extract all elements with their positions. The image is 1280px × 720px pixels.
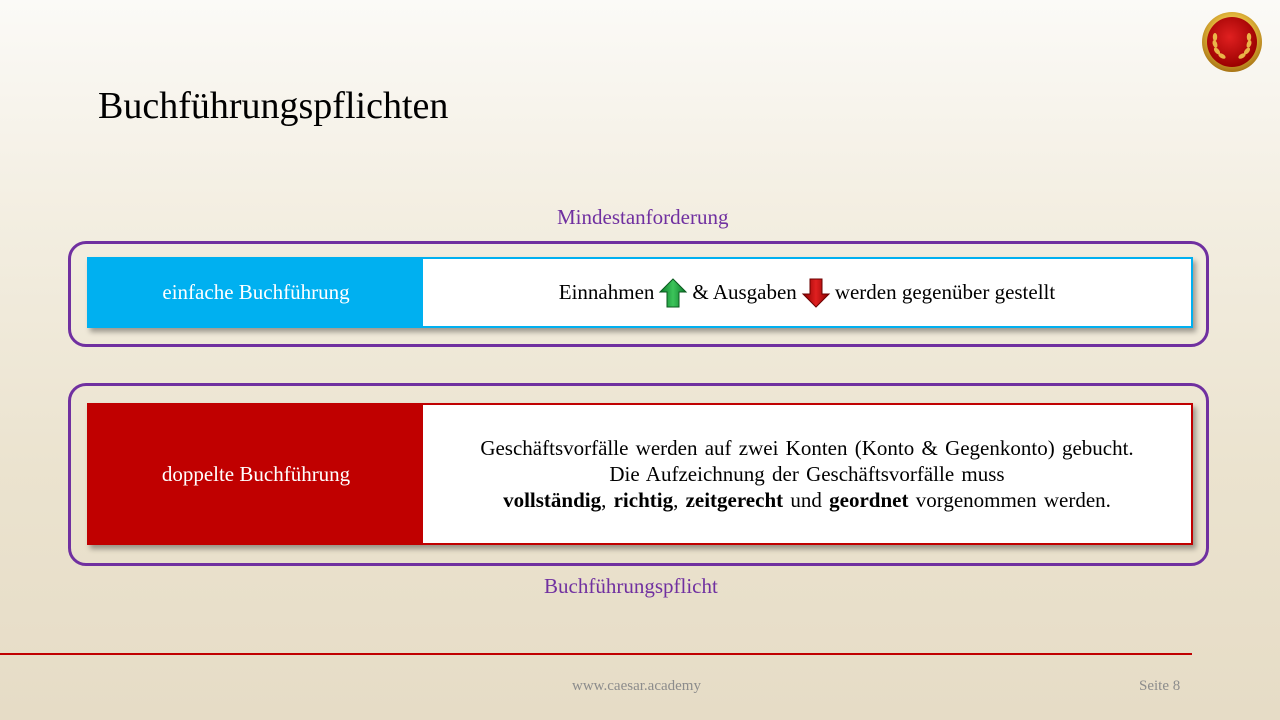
- content-simple-bookkeeping: [423, 259, 1191, 326]
- text-income: Einnahmen: [558, 280, 655, 304]
- arrow-down-icon: [801, 278, 831, 308]
- footer-page-number: Seite 8: [1139, 678, 1181, 694]
- text-expenses: & Ausgaben: [692, 280, 797, 304]
- caption-bookkeeping-obligation: Buchführungspflicht: [544, 574, 718, 598]
- term-orderly: geordnet: [829, 488, 909, 512]
- description-line-3-rest: vorgenommen werden.: [908, 488, 1111, 512]
- term-complete: vollständig: [503, 488, 602, 512]
- description-line-3: [480, 487, 1133, 513]
- footer-divider: [0, 653, 1192, 655]
- label-simple-bookkeeping: einfache Buchführung: [89, 259, 423, 326]
- footer-url: www.caesar.academy: [572, 678, 701, 694]
- slide-title: Buchführungspflichten: [98, 85, 449, 127]
- term-correct: richtig: [613, 488, 674, 512]
- description-line-2: Die Aufzeichnung der Geschäftsvorfälle muss: [609, 462, 1005, 486]
- label-double-bookkeeping: doppelte Buchführung: [89, 405, 423, 543]
- caesar-academy-logo: [1201, 11, 1263, 73]
- term-timely: zeitgerecht: [685, 488, 784, 512]
- row-double-bookkeeping: [87, 403, 1193, 545]
- separator: und: [783, 488, 830, 512]
- content-double-bookkeeping: [423, 405, 1191, 543]
- separator: ,: [601, 488, 614, 512]
- separator: ,: [673, 488, 686, 512]
- row-simple-bookkeeping: [87, 257, 1193, 328]
- description-line-1: Geschäftsvorfälle werden auf zwei Konten (Konto & Gegenkonto) gebucht.: [480, 436, 1134, 460]
- text-rest: werden gegenüber gestellt: [834, 280, 1056, 304]
- caption-minimum-requirement: Mindestanforderung: [557, 205, 729, 229]
- arrow-up-icon: [658, 278, 688, 308]
- double-bookkeeping-description: [480, 435, 1133, 513]
